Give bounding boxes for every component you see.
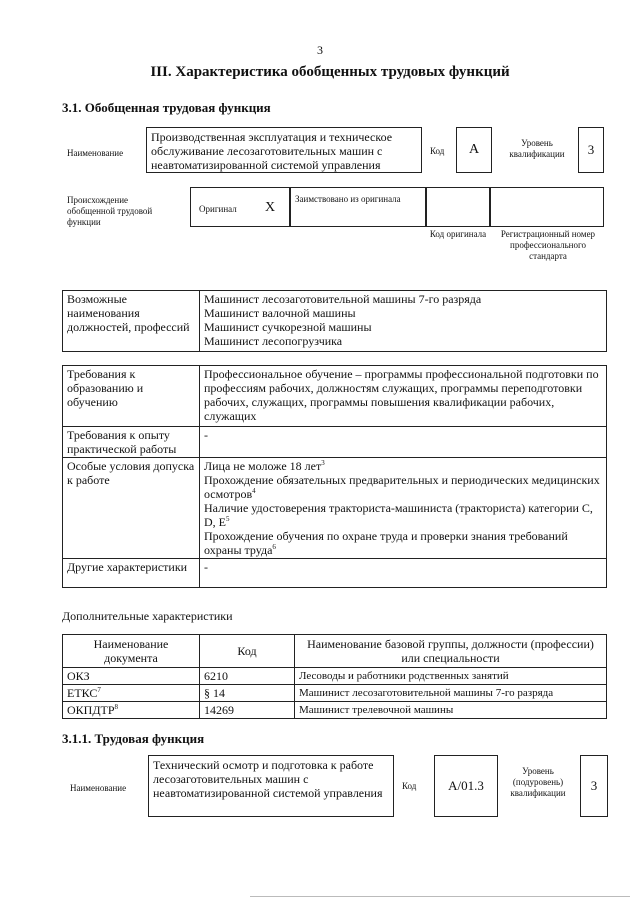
tf-level-label: Уровень (подуровень) квалификации	[510, 766, 566, 798]
additional-table	[62, 634, 607, 719]
row-doc	[63, 685, 200, 702]
edu-value: Профессиональное обучение – программы профессиональной подготовки по профессиям рабочих, должностям служащих, программы переподготовки рабочих, служащих, программы повышения квалификации рабочих, служащих	[200, 366, 607, 427]
special-item-text: Лица не моложе 18 лет	[204, 459, 322, 473]
gtf-level-box	[578, 127, 604, 173]
position-item: Машинист сучкорезной машины	[204, 320, 372, 334]
row-name: Лесоводы и работники родственных занятий	[295, 668, 607, 685]
additional-header-code: Код	[200, 635, 295, 668]
tf-code-label: Код	[402, 781, 417, 791]
special-item	[204, 501, 602, 529]
gtf-origin-label: Происхождение обобщенной трудовой функции	[67, 195, 153, 227]
gtf-heading: 3.1. Обобщенная трудовая функция	[62, 100, 271, 115]
gtf-borrowed-cell	[290, 187, 426, 227]
position-item: Машинист валочной машины	[204, 306, 356, 320]
other-value: -	[200, 559, 607, 588]
gtf-code-label: Код	[430, 146, 445, 156]
gtf-original-mark: X	[265, 200, 276, 215]
row-code: § 14	[200, 685, 295, 702]
tf-level-value: 3	[590, 778, 598, 793]
exp-label: Требования к опыту практической работы	[63, 427, 200, 458]
special-list	[200, 458, 607, 559]
tf-heading: 3.1.1. Трудовая функция	[62, 731, 205, 746]
table-row	[63, 668, 607, 685]
gtf-code-orig-caption: Код оригинала	[429, 229, 487, 239]
positions-table	[62, 290, 607, 352]
special-item	[204, 529, 602, 557]
additional-header-name: Наименование базовой группы, должности (профессии) или специальности	[295, 635, 607, 668]
exp-value: -	[200, 427, 607, 458]
positions-list	[200, 291, 607, 352]
section-title: III. Характеристика обобщенных трудовых функций	[150, 64, 510, 80]
tf-code-value: A/01.3	[448, 778, 484, 793]
gtf-code-value: A	[468, 142, 480, 157]
row-code: 6210	[200, 668, 295, 685]
footnote-ref: 7	[97, 686, 101, 694]
special-item-text: Прохождение обучения по охране труда и проверки знания требований охраны труда	[204, 529, 568, 557]
other-label: Другие характеристики	[63, 559, 200, 588]
positions-label: Возможные наименования должностей, профессий	[63, 291, 200, 352]
footnote-ref: 4	[252, 487, 256, 495]
gtf-level-label: Уровень квалификации	[509, 138, 565, 159]
special-item-text: Наличие удостоверения тракториста-машиниста (тракториста) категории C, D, E	[204, 501, 593, 529]
row-doc-text: ОКЗ	[67, 669, 90, 683]
row-name: Машинист лесозаготовительной машины 7-го разряда	[295, 685, 607, 702]
gtf-name-box	[146, 127, 422, 173]
additional-header-doc: Наименование документа	[63, 635, 200, 668]
gtf-name-value: Производственная эксплуатация и техническое обслуживание лесозаготовительных машин с неавтоматизированной системой управления	[151, 130, 393, 172]
requirements-table	[62, 365, 607, 588]
row-doc-text: ОКПДТР	[67, 703, 115, 717]
footnote-ref: 3	[321, 459, 325, 467]
special-item-text: Прохождение обязательных предварительных и периодических медицинских осмотров	[204, 473, 600, 501]
table-row	[63, 702, 607, 719]
row-doc-text: ЕТКС	[67, 686, 98, 700]
gtf-code-box	[456, 127, 492, 173]
gtf-reg-cell	[490, 187, 604, 227]
gtf-code-orig-cell	[426, 187, 490, 227]
gtf-original-label: Оригинал	[199, 204, 237, 214]
gtf-name-label: Наименование	[67, 148, 124, 158]
row-doc	[63, 702, 200, 719]
footnote-ref: 5	[226, 515, 230, 523]
additional-title: Дополнительные характеристики	[62, 609, 233, 623]
row-name: Машинист трелевочной машины	[295, 702, 607, 719]
edu-label: Требования к образованию и обучению	[63, 366, 200, 427]
table-row	[63, 685, 607, 702]
gtf-level-value: 3	[587, 142, 595, 157]
special-label: Особые условия допуска к работе	[63, 458, 200, 559]
special-item	[204, 473, 602, 501]
position-item: Машинист лесопогрузчика	[204, 334, 343, 348]
page-number: 3	[317, 43, 323, 57]
scan-artifact-line	[250, 896, 630, 897]
tf-name-box	[148, 755, 394, 817]
gtf-reg-caption: Регистрационный номер профессионального стандарта	[500, 229, 596, 261]
tf-code-box	[434, 755, 498, 817]
tf-name-label: Наименование	[70, 783, 127, 793]
row-code: 14269	[200, 702, 295, 719]
special-item	[204, 459, 602, 473]
footnote-ref: 8	[114, 703, 119, 711]
position-item: Машинист лесозаготовительной машины 7-го разряда	[204, 292, 482, 306]
row-doc	[63, 668, 200, 685]
gtf-borrowed-label: Заимствовано из оригинала	[295, 194, 401, 204]
gtf-original-cell	[190, 187, 290, 227]
tf-level-box	[580, 755, 608, 817]
footnote-ref: 6	[272, 543, 276, 551]
tf-name-value: Технический осмотр и подготовка к работе лесозаготовительных машин с неавтоматизированной системой управления	[153, 758, 383, 800]
